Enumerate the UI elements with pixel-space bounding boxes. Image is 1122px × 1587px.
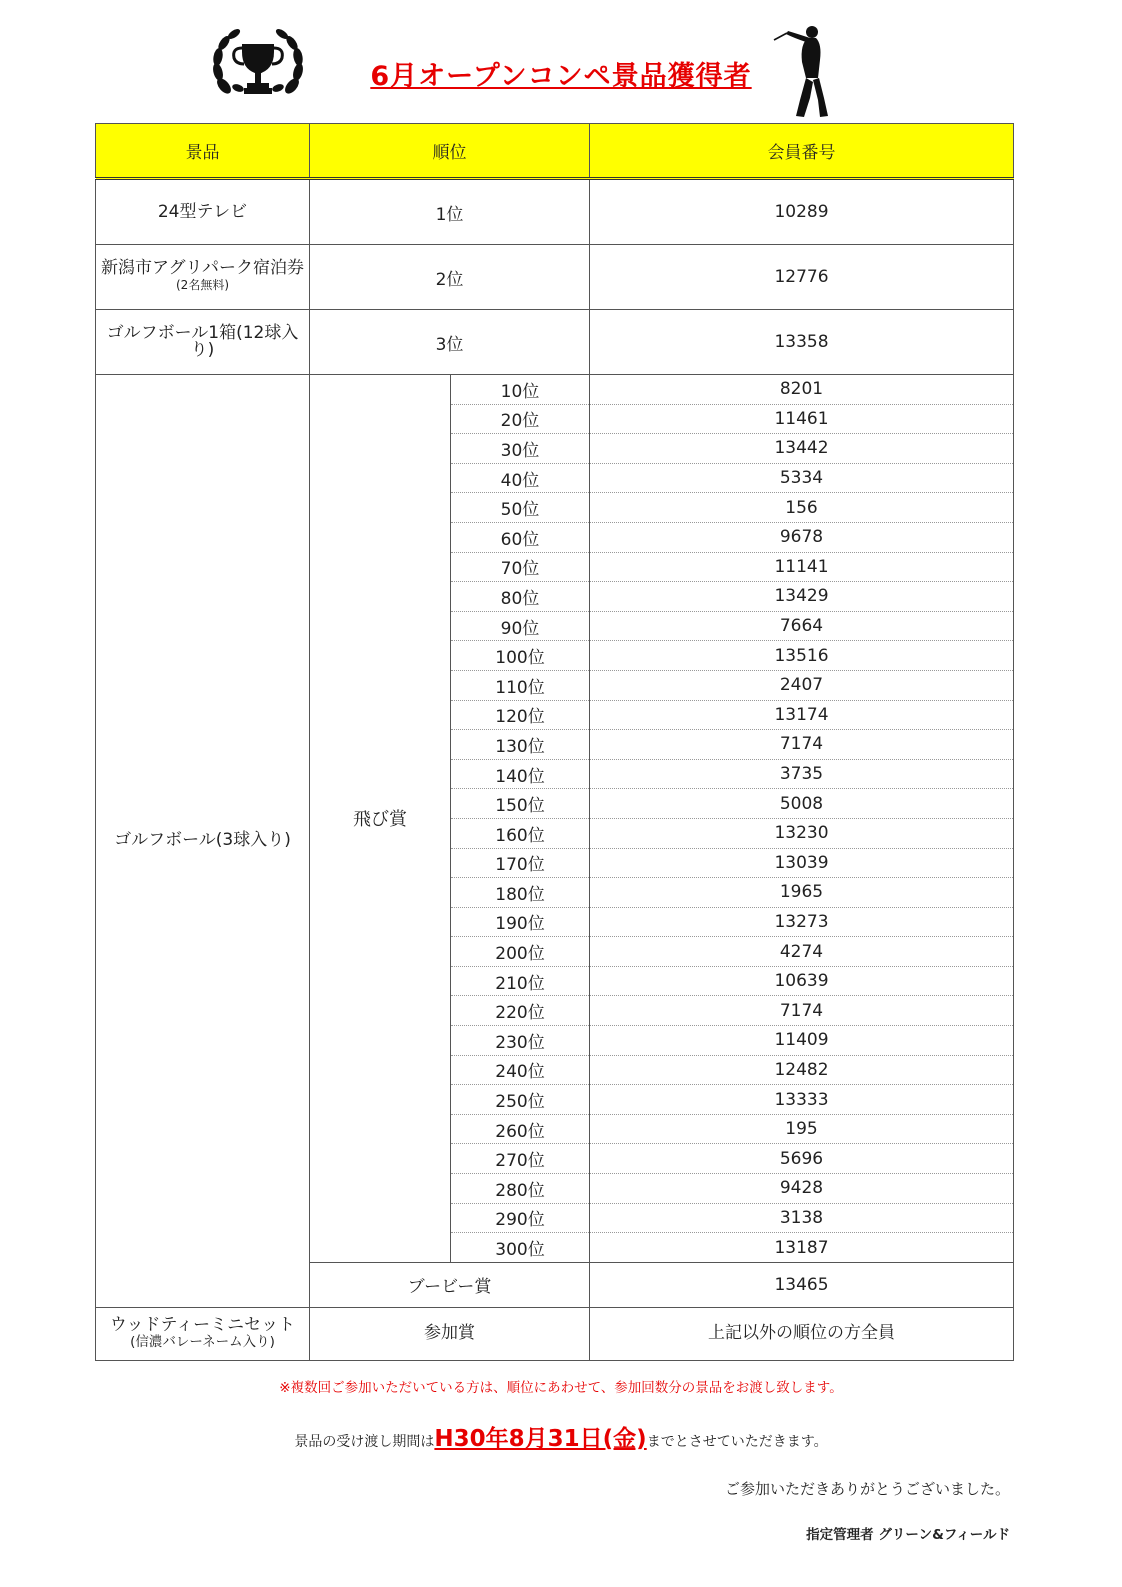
table-row xyxy=(96,179,1014,245)
participation-prize-cell xyxy=(96,1307,310,1360)
tobi-rank-cell: 50位 xyxy=(451,493,590,523)
tobi-member-cell: 13516 xyxy=(590,641,1014,671)
tobi-member-cell: 7664 xyxy=(590,611,1014,641)
participation-row xyxy=(96,1307,1014,1360)
tobi-category-cell: 飛び賞 xyxy=(310,375,451,1263)
period-suffix: までとさせていただきます。 xyxy=(646,1434,828,1450)
rank-cell: 1位 xyxy=(310,179,590,245)
header-member: 会員番号 xyxy=(590,124,1014,179)
prize-label: 24型テレビ xyxy=(157,201,248,222)
tobi-rank-cell: 110位 xyxy=(451,670,590,700)
tobi-member-cell: 11141 xyxy=(590,552,1014,582)
period-date: H30年8月31日(金) xyxy=(434,1426,647,1452)
tobi-member-cell: 9678 xyxy=(590,522,1014,552)
tobi-prize-cell: ゴルフボール(3球入り) xyxy=(96,375,310,1308)
member-cell: 12776 xyxy=(590,245,1014,310)
booby-label: ブービー賞 xyxy=(310,1262,590,1307)
participation-prize-label: ウッドティーミニセット xyxy=(109,1314,296,1335)
prize-cell xyxy=(96,179,310,245)
tobi-rank-cell: 80位 xyxy=(451,582,590,612)
tobi-rank-cell: 210位 xyxy=(451,966,590,996)
tobi-rank-cell: 170位 xyxy=(451,848,590,878)
tobi-rank-cell: 220位 xyxy=(451,996,590,1026)
tobi-rank-cell: 20位 xyxy=(451,404,590,434)
participation-rank: 参加賞 xyxy=(310,1307,590,1360)
member-cell: 13358 xyxy=(590,310,1014,375)
tobi-member-cell: 195 xyxy=(590,1114,1014,1144)
tobi-member-cell: 13187 xyxy=(590,1233,1014,1263)
thanks-text: ご参加いただきありがとうございました。 xyxy=(724,1480,1010,1498)
tobi-rank-cell: 200位 xyxy=(451,937,590,967)
tobi-member-cell: 4274 xyxy=(590,937,1014,967)
prize-label: 新潟市アグリパーク宿泊券 xyxy=(101,258,304,278)
tobi-member-cell: 9428 xyxy=(590,1174,1014,1204)
participation-prize-sublabel: (信濃バレーネーム入り) xyxy=(130,1333,275,1350)
table-row xyxy=(96,245,1014,310)
prize-sublabel: (2名無料) xyxy=(176,278,229,292)
tobi-rank-cell: 270位 xyxy=(451,1144,590,1174)
tobi-member-cell: 13273 xyxy=(590,907,1014,937)
tobi-member-cell: 5696 xyxy=(590,1144,1014,1174)
tobi-rank-cell: 90位 xyxy=(451,611,590,641)
tobi-rank-cell: 60位 xyxy=(451,522,590,552)
tobi-rank-cell: 100位 xyxy=(451,641,590,671)
tobi-member-cell: 12482 xyxy=(590,1055,1014,1085)
tobi-row xyxy=(96,375,1014,405)
tobi-rank-cell: 140位 xyxy=(451,759,590,789)
tobi-rank-cell: 30位 xyxy=(451,434,590,464)
tobi-rank-cell: 230位 xyxy=(451,1026,590,1056)
tobi-member-cell: 7174 xyxy=(590,730,1014,760)
tobi-rank-cell: 300位 xyxy=(451,1233,590,1263)
tobi-member-cell: 1965 xyxy=(590,878,1014,908)
tobi-member-cell: 11461 xyxy=(590,404,1014,434)
tobi-member-cell: 3735 xyxy=(590,759,1014,789)
tobi-rank-cell: 130位 xyxy=(451,730,590,760)
tobi-member-cell: 13429 xyxy=(590,582,1014,612)
tobi-rank-cell: 120位 xyxy=(451,700,590,730)
period-prefix: 景品の受け渡し期間は xyxy=(294,1434,435,1450)
tobi-member-cell: 7174 xyxy=(590,996,1014,1026)
prize-cell xyxy=(96,245,310,310)
tobi-member-cell: 10639 xyxy=(590,966,1014,996)
tobi-member-cell: 3138 xyxy=(590,1203,1014,1233)
tobi-member-cell: 13174 xyxy=(590,700,1014,730)
handover-period xyxy=(0,1420,1122,1453)
participation-member: 上記以外の順位の方全員 xyxy=(590,1307,1014,1360)
notice-text: ※複数回ご参加いただいている方は、順位にあわせて、参加回数分の景品をお渡し致します。 xyxy=(279,1380,843,1396)
prize-label: ゴルフボール1箱(12球入り) xyxy=(106,323,299,360)
tobi-member-cell: 2407 xyxy=(590,670,1014,700)
tobi-rank-cell: 290位 xyxy=(451,1203,590,1233)
header-prize: 景品 xyxy=(96,124,310,179)
header-rank: 順位 xyxy=(310,124,590,179)
tobi-rank-cell: 160位 xyxy=(451,818,590,848)
tobi-rank-cell: 190位 xyxy=(451,907,590,937)
tobi-member-cell: 13333 xyxy=(590,1085,1014,1115)
tobi-rank-cell: 280位 xyxy=(451,1174,590,1204)
tobi-member-cell: 13039 xyxy=(590,848,1014,878)
tobi-member-cell: 8201 xyxy=(590,375,1014,405)
tobi-rank-cell: 150位 xyxy=(451,789,590,819)
tobi-rank-cell: 40位 xyxy=(451,463,590,493)
tobi-rank-cell: 70位 xyxy=(451,552,590,582)
tobi-member-cell: 13442 xyxy=(590,434,1014,464)
tobi-member-cell: 11409 xyxy=(590,1026,1014,1056)
tobi-rank-cell: 180位 xyxy=(451,878,590,908)
tobi-member-cell: 5334 xyxy=(590,463,1014,493)
member-cell: 10289 xyxy=(590,179,1014,245)
tobi-member-cell: 156 xyxy=(590,493,1014,523)
tobi-rank-cell: 240位 xyxy=(451,1055,590,1085)
rank-cell: 3位 xyxy=(310,310,590,375)
prize-cell xyxy=(96,310,310,375)
tobi-rank-cell: 10位 xyxy=(451,375,590,405)
signature: 指定管理者 グリーン&フィールド xyxy=(806,1527,1010,1543)
prize-winners-table xyxy=(95,123,1014,1361)
tobi-member-cell: 13230 xyxy=(590,818,1014,848)
page-title: 6月オープンコンペ景品獲得者 xyxy=(370,61,752,92)
table-header-row xyxy=(96,124,1014,179)
tobi-rank-cell: 250位 xyxy=(451,1085,590,1115)
table-row xyxy=(96,310,1014,375)
booby-member: 13465 xyxy=(590,1262,1014,1307)
tobi-member-cell: 5008 xyxy=(590,789,1014,819)
rank-cell: 2位 xyxy=(310,245,590,310)
tobi-rank-cell: 260位 xyxy=(451,1114,590,1144)
